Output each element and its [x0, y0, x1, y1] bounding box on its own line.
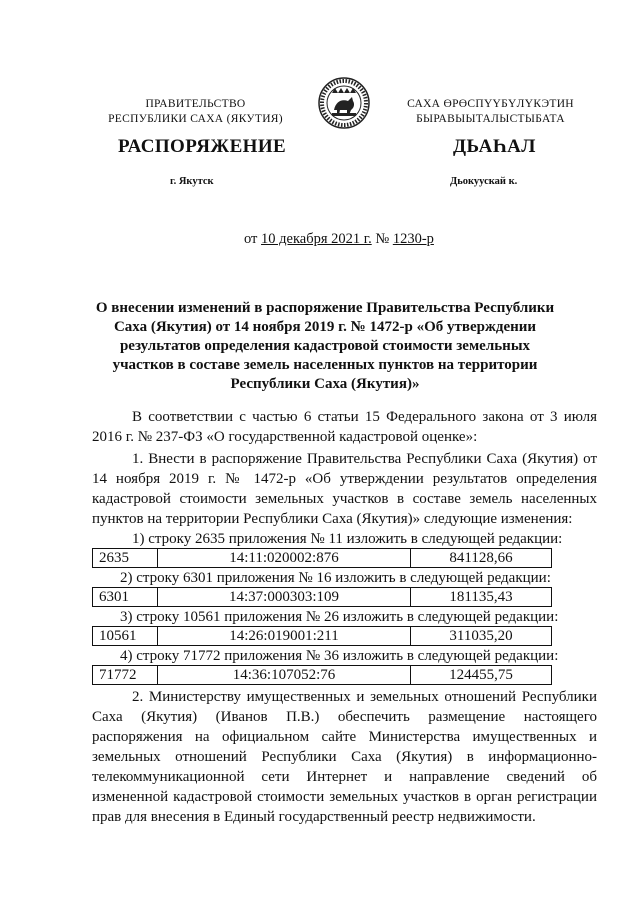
- amendment-label: 1) строку 2635 приложения № 11 изложить в следующей редакции:: [132, 531, 563, 547]
- doc-type-ru: РАСПОРЯЖЕНИЕ: [118, 136, 287, 157]
- cadastral-value-cell: 124455,75: [411, 666, 552, 685]
- title-line-1: О внесении изменений в распоряжение Правительства Республики: [95, 300, 555, 316]
- date-prefix: от: [244, 231, 262, 247]
- city-ru: г. Якутск: [170, 176, 214, 187]
- document-body: [92, 407, 597, 827]
- amendment-item-4: [92, 647, 597, 685]
- cadastral-value-cell: 841128,66: [411, 549, 552, 568]
- row-number-cell: 10561: [93, 627, 158, 646]
- row-number-cell: 6301: [93, 588, 158, 607]
- title-line-3: результатов определения кадастровой стоимости земельных: [119, 338, 531, 354]
- amendment-label: 3) строку 10561 приложения № 26 изложить в следующей редакции:: [120, 609, 559, 625]
- cadastral-value-cell: 311035,20: [411, 627, 552, 646]
- document-date: 10 декабря 2021 г.: [261, 231, 372, 247]
- number-sign: №: [371, 231, 393, 247]
- amendment-table: [92, 548, 552, 568]
- amendment-item-3: [92, 608, 597, 646]
- point-1-paragraph: 1. Внести в распоряжение Правительства Республики Саха (Якутия) от 14 ноября 2019 г. № 1472-р «Об утверждении результатов определения кадастровой стоимости земельных участков в составе земель населенных пунктов на территории Республики Саха (Якутия)» следующие изменения:: [92, 451, 597, 527]
- point-2-paragraph: 2. Министерству имущественных и земельных отношений Республики Саха (Якутия) (Иванов П.В.) обеспечить размещение настоящего распоряжения на официальном сайте Министерства имущественных и земельных отношений Республики Саха (Якутия) в информационно-телекоммуникационной сети Интернет и направление сведений об измененной кадастровой стоимости земельных участков в орган регистрации прав для внесения в Единый государственный реестр недвижимости.: [92, 689, 597, 825]
- amendment-item-2: [92, 569, 597, 607]
- table-row: [93, 588, 552, 607]
- coat-of-arms-emblem-icon: [318, 77, 370, 129]
- doc-type-sah: ДЬАҺАЛ: [453, 136, 536, 157]
- table-row: [93, 666, 552, 685]
- title-line-5: Республики Саха (Якутия)»: [230, 376, 420, 392]
- table-row: [93, 627, 552, 646]
- amendment-table: [92, 587, 552, 607]
- document-title: [90, 299, 560, 394]
- org-name-sah-line2: БЫРАВЫЫТАЛЫСТЫБАТА: [416, 113, 565, 125]
- amendment-label: 2) строку 6301 приложения № 16 изложить в следующей редакции:: [120, 570, 551, 586]
- cadastral-number-cell: 14:36:107052:76: [158, 666, 411, 685]
- cadastral-number-cell: 14:11:020002:876: [158, 549, 411, 568]
- cadastral-number-cell: 14:37:000303:109: [158, 588, 411, 607]
- title-line-4: участков в составе земель населенных пунктов на территории: [112, 357, 538, 373]
- row-number-cell: 71772: [93, 666, 158, 685]
- org-name-ru-line2: РЕСПУБЛИКИ САХА (ЯКУТИЯ): [108, 113, 283, 125]
- document-number: 1230-р: [392, 231, 434, 247]
- table-row: [93, 549, 552, 568]
- org-name-sah: [388, 97, 593, 127]
- date-number-line: [244, 231, 434, 248]
- amendment-table: [92, 626, 552, 646]
- amendment-label: 4) строку 71772 приложения № 36 изложить в следующей редакции:: [120, 648, 559, 664]
- org-name-sah-line1: САХА ӨРӨСПҮҮБҮЛҮКЭТИН: [407, 98, 574, 110]
- cadastral-value-cell: 181135,43: [411, 588, 552, 607]
- org-name-ru: [88, 97, 303, 127]
- title-line-2: Саха (Якутия) от 14 ноября 2019 г. № 1472-р «Об утверждении: [113, 319, 537, 335]
- intro-paragraph: В соответствии с частью 6 статьи 15 Федерального закона от 3 июля 2016 г. № 237-ФЗ «О государственной кадастровой оценке»:: [92, 409, 597, 445]
- row-number-cell: 2635: [93, 549, 158, 568]
- amendment-item-1: [92, 530, 597, 568]
- org-name-ru-line1: ПРАВИТЕЛЬСТВО: [145, 98, 246, 110]
- cadastral-number-cell: 14:26:019001:211: [158, 627, 411, 646]
- city-sah: Дьокуускай к.: [450, 176, 518, 187]
- amendment-table: [92, 665, 552, 685]
